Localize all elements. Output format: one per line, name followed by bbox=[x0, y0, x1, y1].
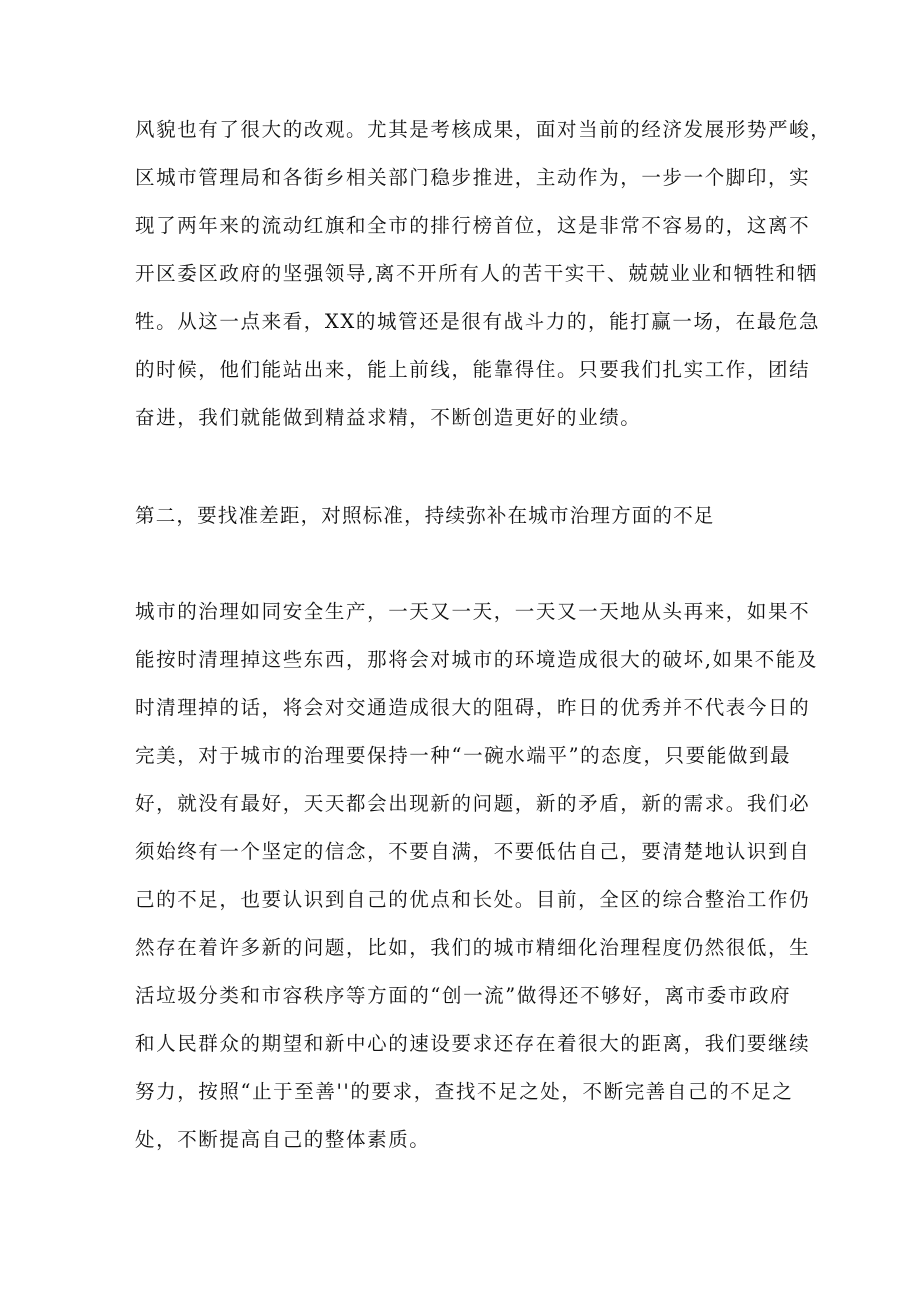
paragraph-2-line-5: 好，就没有最好，天天都会出现新的问题，新的矛盾，新的需求。我们必 bbox=[135, 792, 811, 815]
paragraph-1-line-3: 现了两年来的流动红旗和全市的排行榜首位，这是非常不容易的，这离不 bbox=[135, 214, 811, 237]
paragraph-2-line-9: 活垃圾分类和市容秩序等方面的“创一流”做得还不够好，离市委市政府 bbox=[135, 984, 792, 1007]
paragraph-2-line-12: 处，不断提高自己的整体素质。 bbox=[135, 1128, 431, 1151]
paragraph-2-line-2: 能按时清理掉这些东西，那将会对城市的环境造成很大的破坏,如果不能及 bbox=[135, 648, 818, 671]
section-heading: 第二，要找准差距，对照标准，持续弥补在城市治理方面的不足 bbox=[135, 504, 715, 527]
paragraph-2-line-3: 时清理掉的话，将会对交通造成很大的阻碍，昨日的优秀并不代表今日的 bbox=[135, 696, 811, 719]
paragraph-2-line-6: 须始终有一个坚定的信念，不要自满，不要低估自己，要清楚地认识到自 bbox=[135, 840, 811, 863]
paragraph-2-line-4: 完美，对于城市的治理要保持一种“一碗水端平”的态度，只要能做到最 bbox=[135, 744, 792, 767]
paragraph-1-line-7: 奋进，我们就能做到精益求精，不断创造更好的业绩。 bbox=[135, 406, 642, 429]
paragraph-2-line-8: 然存在着许多新的问题，比如，我们的城市精细化治理程度仍然很低，生 bbox=[135, 936, 811, 959]
paragraph-1-line-5: 牲。从这一点来看，XX的城管还是很有战斗力的，能打赢一场，在最危急 bbox=[135, 310, 821, 333]
paragraph-1-line-1: 风貌也有了很大的改观。尤其是考核成果，面对当前的经济发展形势严峻， bbox=[135, 118, 832, 141]
paragraph-1-line-2: 区城市管理局和各街乡相关部门稳步推进，主动作为，一步一个脚印，实 bbox=[135, 166, 811, 189]
paragraph-2-line-10: 和人民群众的期望和新中心的速设要求还存在着很大的距离，我们要继续 bbox=[135, 1032, 811, 1055]
paragraph-1-line-6: 的时候，他们能站出来，能上前线，能靠得住。只要我们扎实工作，团结 bbox=[135, 358, 811, 381]
paragraph-2-line-1: 城市的治理如同安全生产，一天又一天，一天又一天地从头再来，如果不 bbox=[135, 600, 811, 623]
paragraph-1-line-4: 开区委区政府的坚强领导,离不开所有人的苦干实干、兢兢业业和牺牲和牺 bbox=[135, 262, 818, 285]
paragraph-2-line-7: 己的不足，也要认识到自己的优点和长处。目前，全区的综合整治工作仍 bbox=[135, 888, 811, 911]
paragraph-2-line-11: 努力，按照“止于至善''的要求，查找不足之处，不断完善自己的不足之 bbox=[135, 1080, 794, 1103]
